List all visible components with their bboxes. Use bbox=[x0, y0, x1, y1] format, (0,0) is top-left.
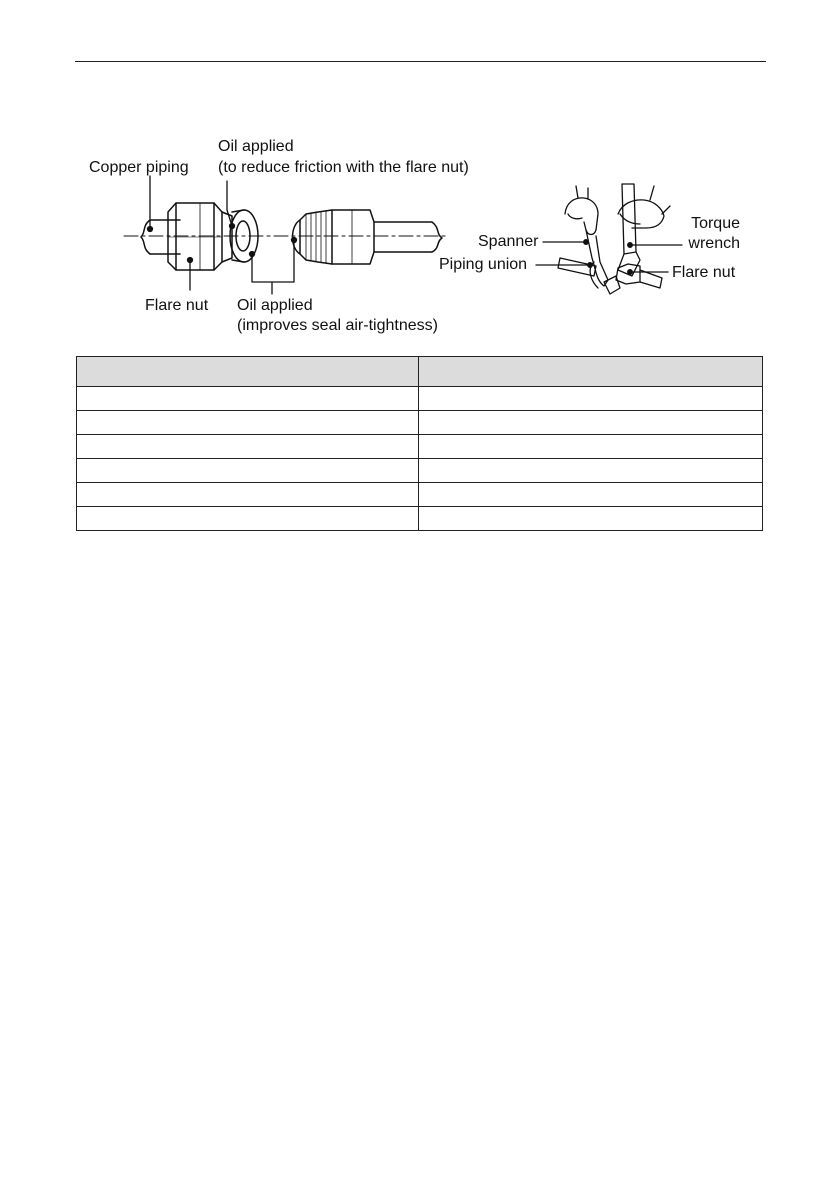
table-row bbox=[77, 459, 763, 483]
table-cell bbox=[77, 411, 419, 435]
table-header-cell bbox=[77, 357, 419, 387]
table-cell bbox=[77, 483, 419, 507]
label-oil-applied-bottom: Oil applied bbox=[237, 297, 313, 314]
label-spanner: Spanner bbox=[478, 233, 539, 250]
table-cell bbox=[419, 435, 763, 459]
table-cell bbox=[419, 483, 763, 507]
label-oil-applied-bottom-note: (improves seal air-tightness) bbox=[237, 317, 438, 334]
label-piping-union: Piping union bbox=[439, 256, 528, 273]
table-row bbox=[77, 483, 763, 507]
label-flare-nut-right: Flare nut bbox=[672, 264, 736, 281]
table-row bbox=[77, 411, 763, 435]
torque-spec-table bbox=[76, 356, 763, 531]
table-cell bbox=[77, 507, 419, 531]
table-header-row bbox=[77, 357, 763, 387]
table-cell bbox=[77, 459, 419, 483]
label-copper-piping: Copper piping bbox=[89, 159, 189, 176]
piping-union-drawing bbox=[293, 210, 443, 264]
table-row bbox=[77, 507, 763, 531]
table-cell bbox=[77, 387, 419, 411]
label-wrench: wrench bbox=[688, 235, 740, 252]
table-cell bbox=[419, 507, 763, 531]
table-cell bbox=[77, 435, 419, 459]
table-row bbox=[77, 435, 763, 459]
table-row bbox=[77, 387, 763, 411]
table-cell bbox=[419, 459, 763, 483]
table-header-cell bbox=[419, 357, 763, 387]
label-oil-applied-top: Oil applied bbox=[218, 138, 294, 155]
table-cell bbox=[419, 411, 763, 435]
label-oil-applied-top-note: (to reduce friction with the flare nut) bbox=[218, 159, 469, 176]
table-cell bbox=[419, 387, 763, 411]
label-torque: Torque bbox=[691, 215, 740, 232]
label-flare-nut-left: Flare nut bbox=[145, 297, 209, 314]
flare-connection-figure bbox=[0, 0, 840, 350]
